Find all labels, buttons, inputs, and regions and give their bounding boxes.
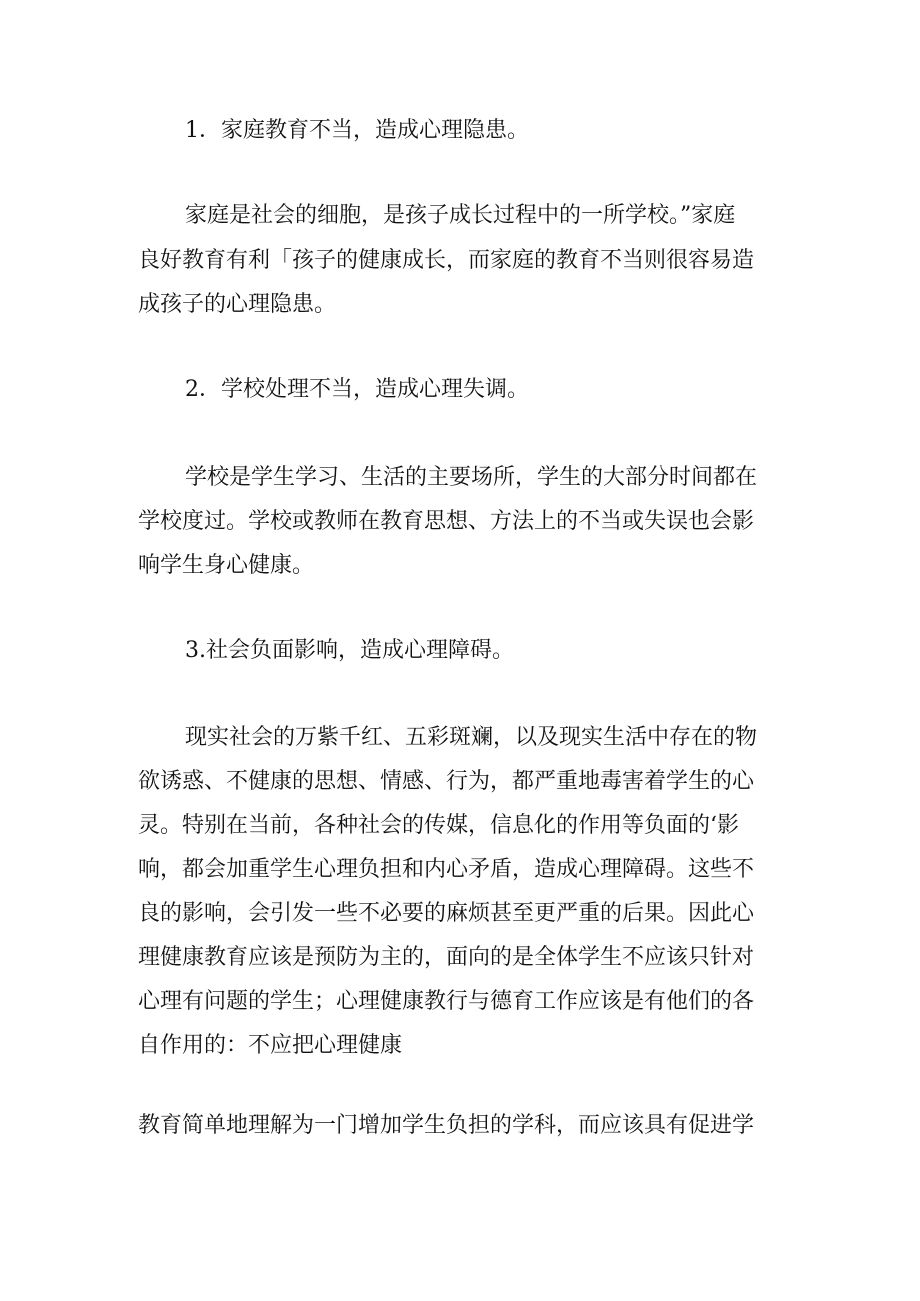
- paragraph-2-line-1: 学校是学生学习、生活的主要场所，学生的大部分时间都在: [185, 465, 758, 490]
- paragraph-4-line-1: 教育简单地理解为一门增加学生负担的学科，而应该具有促进学: [138, 1113, 755, 1138]
- paragraph-3-line-8: 自作用的：不应把心理健康: [138, 1033, 403, 1058]
- paragraph-3-line-3: 灵。特别在当前，各种社会的传媒，信息化的作用等负面的‘影: [138, 813, 739, 838]
- paragraph-1-line-3: 成孩子的心理隐患。: [138, 292, 337, 317]
- paragraph-3-line-7: 心理有问题的学生；心理健康教行与德育工作应该是有他们的各: [138, 989, 755, 1014]
- paragraph-3-line-2: 欲诱惑、不健康的思想、情感、行为，都严重地毒害着学生的心: [138, 769, 755, 794]
- paragraph-3-line-5: 良的影响，会引发一些不必要的麻烦甚至更严重的后果。因此心: [138, 901, 755, 926]
- heading-1: 1．家庭教育不当，造成心理隐患。: [185, 118, 529, 143]
- paragraph-1-line-2: 良好教育有利「孩子的健康成长，而家庭的教育不当则很容易造: [138, 248, 755, 273]
- paragraph-2-line-3: 响学生身心健康。: [138, 553, 315, 578]
- paragraph-3-line-4: 响，都会加重学生心理负担和内心矛盾，造成心理障碍。这些不: [138, 857, 755, 882]
- paragraph-3-line-1: 现实社会的万紫千红、五彩斑斓，以及现实生活中存在的物: [185, 725, 758, 750]
- paragraph-3-line-6: 理健康教育应该是预防为主的，面向的是全体学生不应该只针对: [138, 945, 755, 970]
- paragraph-2-line-2: 学校度过。学校或教师在教育思想、方法上的不当或失误也会影: [138, 509, 755, 534]
- paragraph-1-line-1: 家庭是社会的细胞，是孩子成长过程中的一所学校。”家庭: [185, 203, 736, 228]
- heading-2: 2．学校处理不当，造成心理失调。: [185, 377, 529, 402]
- heading-3: 3.社会负面影响，造成心理障碍。: [185, 638, 514, 663]
